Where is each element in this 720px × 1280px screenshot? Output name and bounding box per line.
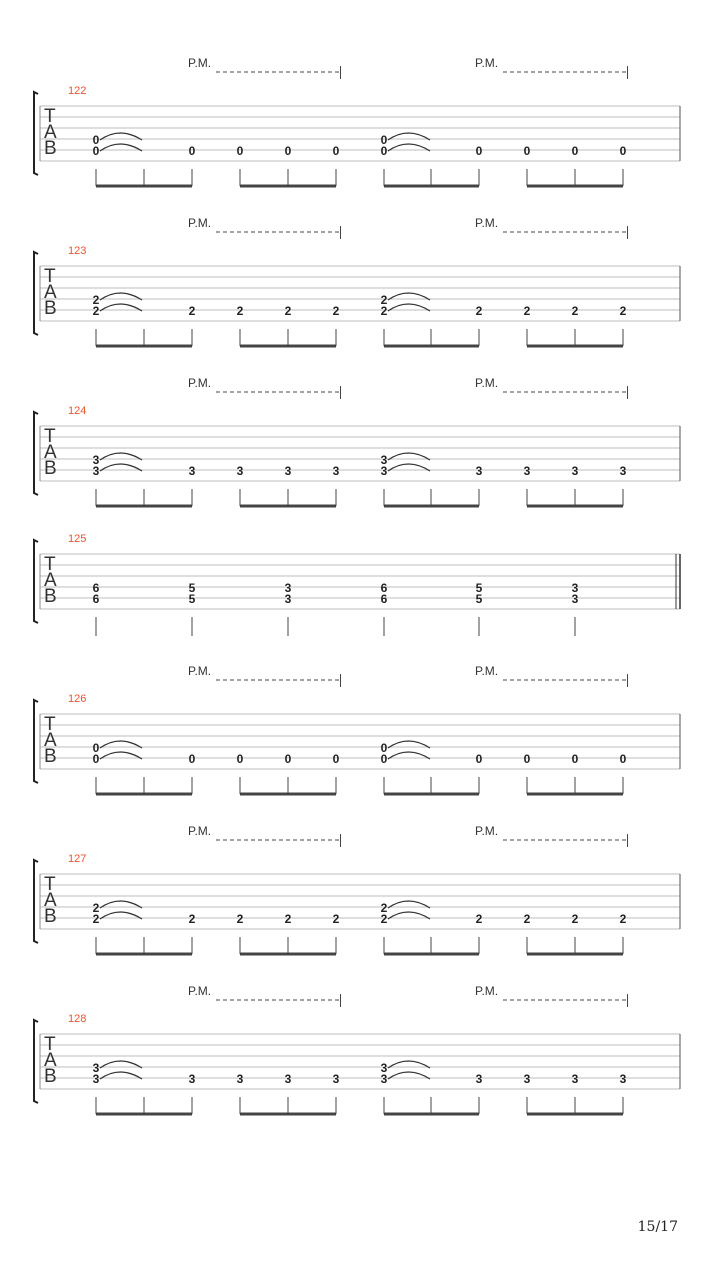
palm-mute-label: P.M. [188, 824, 212, 838]
fret-number: 0 [188, 752, 196, 766]
fret-number: 3 [284, 1072, 292, 1086]
fret-number: 2 [284, 304, 292, 318]
fret-number: 0 [92, 133, 100, 147]
system-bracket [34, 540, 38, 623]
tab-clef-letter: B [44, 298, 57, 319]
fret-number: 2 [475, 304, 483, 318]
fret-number: 0 [284, 144, 292, 158]
palm-mute-label: P.M. [188, 56, 212, 70]
measure-number: 125 [68, 533, 87, 545]
tab-system [34, 376, 680, 506]
tab-system [34, 533, 680, 636]
fret-number: 0 [619, 752, 627, 766]
fret-number: 2 [523, 304, 531, 318]
system-bracket [34, 92, 38, 175]
fret-number: 3 [92, 1072, 100, 1086]
tab-clef-letter: T [44, 874, 56, 895]
fret-number: 3 [523, 1072, 531, 1086]
fret-number: 0 [92, 741, 100, 755]
fret-number: 0 [284, 752, 292, 766]
tab-clef-letter: T [44, 554, 56, 575]
system-bracket [34, 252, 38, 335]
fret-number: 5 [188, 592, 196, 606]
tab-clef-letter: A [44, 1050, 57, 1071]
fret-number: 0 [523, 752, 531, 766]
fret-number: 0 [380, 133, 388, 147]
fret-number: 2 [92, 901, 100, 915]
measure-number: 124 [68, 405, 87, 417]
measure-number: 123 [68, 245, 87, 257]
tab-system [34, 56, 680, 186]
tab-clef-letter: A [44, 442, 57, 463]
fret-number: 3 [571, 581, 579, 595]
fret-number: 3 [475, 1072, 483, 1086]
fret-number: 3 [571, 1072, 579, 1086]
fret-number: 0 [332, 752, 340, 766]
fret-number: 3 [92, 453, 100, 467]
fret-number: 2 [92, 293, 100, 307]
fret-number: 0 [380, 752, 388, 766]
fret-number: 2 [284, 912, 292, 926]
fret-number: 0 [92, 144, 100, 158]
fret-number: 3 [92, 464, 100, 478]
palm-mute-label: P.M. [188, 984, 212, 998]
fret-number: 6 [92, 581, 100, 595]
tab-clef-letter: T [44, 426, 56, 447]
measure-number: 128 [68, 1013, 87, 1025]
fret-number: 3 [475, 464, 483, 478]
system-bracket [34, 412, 38, 495]
fret-number: 2 [380, 901, 388, 915]
system-bracket [34, 700, 38, 783]
tab-clef-letter: A [44, 570, 57, 591]
tab-clef-letter: B [44, 138, 57, 159]
fret-number: 0 [523, 144, 531, 158]
fret-number: 6 [92, 592, 100, 606]
fret-number: 3 [332, 1072, 340, 1086]
palm-mute-label: P.M. [188, 376, 212, 390]
measure-number: 127 [68, 853, 87, 865]
fret-number: 2 [236, 304, 244, 318]
page-number: 15/17 [637, 1219, 678, 1235]
fret-number: 2 [188, 912, 196, 926]
fret-number: 2 [523, 912, 531, 926]
fret-number: 3 [188, 1072, 196, 1086]
fret-number: 3 [571, 592, 579, 606]
fret-number: 6 [380, 581, 388, 595]
fret-number: 0 [92, 752, 100, 766]
fret-number: 3 [236, 464, 244, 478]
fret-number: 3 [188, 464, 196, 478]
system-bracket [34, 860, 38, 943]
fret-number: 2 [619, 912, 627, 926]
tab-clef-letter: B [44, 458, 57, 479]
palm-mute-label: P.M. [475, 984, 499, 998]
tab-clef-letter: B [44, 746, 57, 767]
fret-number: 5 [475, 581, 483, 595]
fret-number: 3 [236, 1072, 244, 1086]
fret-number: 0 [188, 144, 196, 158]
tab-system [34, 216, 680, 346]
tab-clef-letter: T [44, 106, 56, 127]
fret-number: 2 [475, 912, 483, 926]
fret-number: 3 [284, 592, 292, 606]
tab-clef-letter: B [44, 586, 57, 607]
tab-clef-letter: T [44, 266, 56, 287]
tab-clef-letter: A [44, 890, 57, 911]
measure-number: 126 [68, 693, 87, 705]
fret-number: 0 [475, 752, 483, 766]
fret-number: 3 [284, 464, 292, 478]
fret-number: 2 [92, 912, 100, 926]
palm-mute-label: P.M. [475, 56, 499, 70]
palm-mute-label: P.M. [475, 664, 499, 678]
tab-clef-letter: B [44, 906, 57, 927]
fret-number: 3 [284, 581, 292, 595]
fret-number: 0 [332, 144, 340, 158]
tab-clef-letter: T [44, 1034, 56, 1055]
fret-number: 2 [380, 304, 388, 318]
tab-clef-letter: B [44, 1066, 57, 1087]
tab-system [34, 664, 680, 794]
fret-number: 0 [571, 144, 579, 158]
palm-mute-label: P.M. [188, 664, 212, 678]
fret-number: 2 [380, 912, 388, 926]
palm-mute-label: P.M. [475, 824, 499, 838]
fret-number: 2 [332, 912, 340, 926]
measure-number: 122 [68, 85, 87, 97]
fret-number: 6 [380, 592, 388, 606]
fret-number: 5 [188, 581, 196, 595]
fret-number: 3 [380, 1072, 388, 1086]
tab-clef-letter: A [44, 730, 57, 751]
fret-number: 0 [475, 144, 483, 158]
fret-number: 0 [571, 752, 579, 766]
fret-number: 3 [571, 464, 579, 478]
fret-number: 2 [571, 912, 579, 926]
fret-number: 3 [380, 453, 388, 467]
tab-clef-letter: A [44, 282, 57, 303]
fret-number: 2 [236, 912, 244, 926]
fret-number: 3 [92, 1061, 100, 1075]
fret-number: 0 [236, 144, 244, 158]
fret-number: 2 [619, 304, 627, 318]
fret-number: 3 [380, 1061, 388, 1075]
palm-mute-label: P.M. [475, 376, 499, 390]
fret-number: 0 [236, 752, 244, 766]
tab-system [34, 824, 680, 954]
fret-number: 0 [380, 741, 388, 755]
fret-number: 2 [332, 304, 340, 318]
fret-number: 0 [619, 144, 627, 158]
tab-system [34, 984, 680, 1114]
fret-number: 3 [380, 464, 388, 478]
fret-number: 2 [92, 304, 100, 318]
fret-number: 5 [475, 592, 483, 606]
fret-number: 2 [380, 293, 388, 307]
fret-number: 3 [332, 464, 340, 478]
palm-mute-label: P.M. [475, 216, 499, 230]
fret-number: 3 [619, 1072, 627, 1086]
fret-number: 0 [380, 144, 388, 158]
palm-mute-label: P.M. [188, 216, 212, 230]
fret-number: 3 [523, 464, 531, 478]
fret-number: 2 [188, 304, 196, 318]
tab-clef-letter: T [44, 714, 56, 735]
fret-number: 3 [619, 464, 627, 478]
fret-number: 2 [571, 304, 579, 318]
system-bracket [34, 1020, 38, 1103]
tab-clef-letter: A [44, 122, 57, 143]
